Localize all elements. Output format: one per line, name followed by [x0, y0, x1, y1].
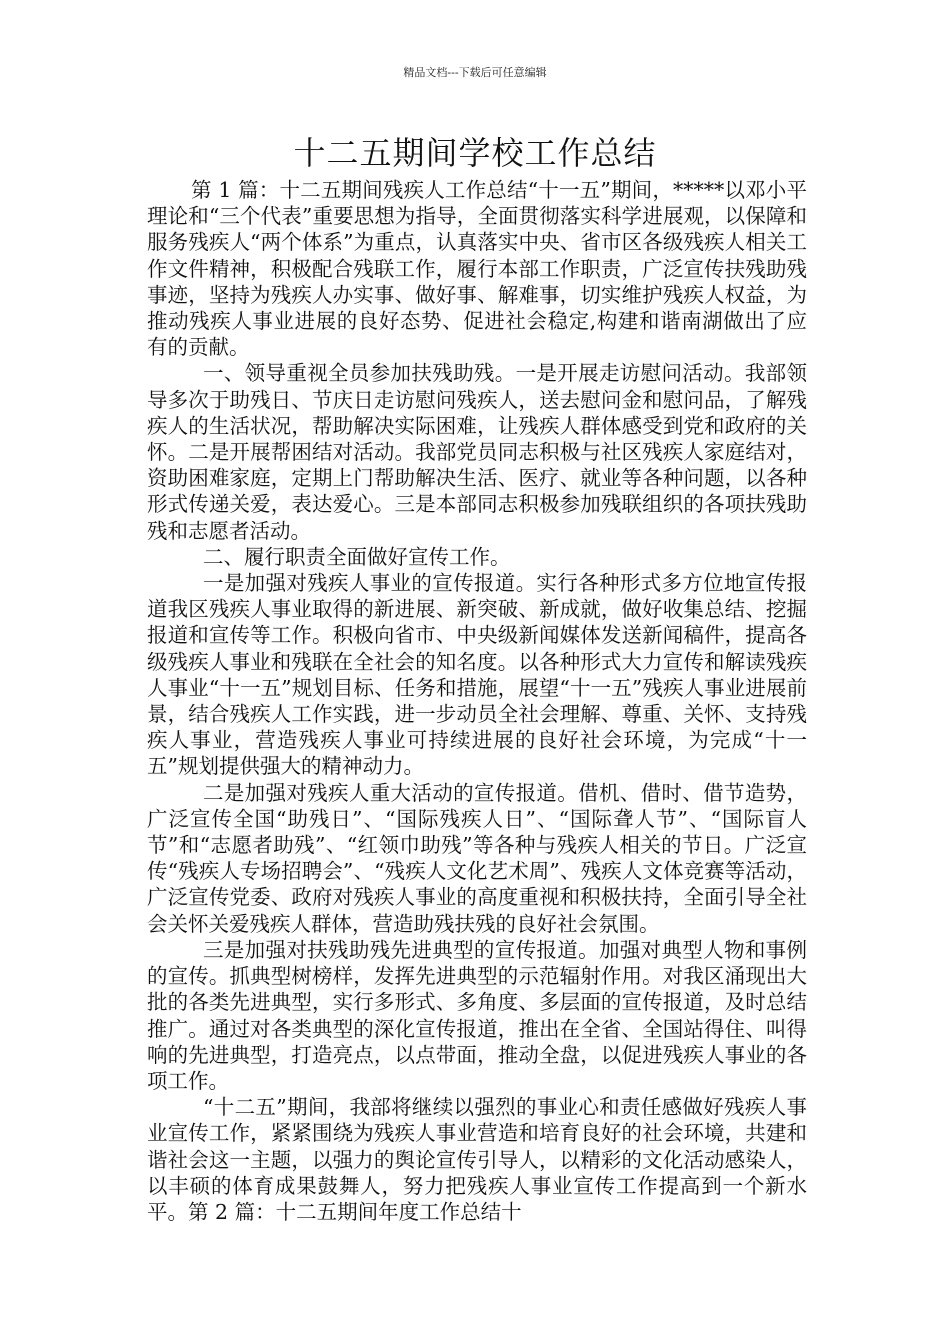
paragraph-publicity-1: 一是加强对残疾人事业的宣传报道。实行各种形式多方位地宣传报道我区残疾人事业取得的新进展、新突破、新成就，做好收集总结、挖掘报道和宣传等工作。积极向省市、中央级新闻媒体发送新闻稿件，提高各级残疾人事业和残联在全社会的知名度。以各种形式大力宣传和解读残疾人事业“十一五”规划目标、任务和措施，展望“十一五”残疾人事业进展前景，结合残疾人工作实践，进一步动员全社会理解、尊重、关怀、支持残疾人事业，营造残疾人事业可持续进展的良好社会环境，为完成“十一五”规划提供强大的精神动力。	[147, 571, 807, 779]
paragraph-publicity-2: 二是加强对残疾人重大活动的宣传报道。借机、借时、借节造势，广泛宣传全国“助残日”、“国际残疾人日”、“国际聋人节”、“国际盲人节”和“志愿者助残”、“红领巾助残”等各种与残疾人相关的节日。广泛宣传“残疾人专场招聘会”、“残疾人文化艺术周”、残疾人文体竞赛等活动，广泛宣传党委、政府对残疾人事业的高度重视和积极扶持，全面引导全社会关怀关爱残疾人群体，营造助残扶残的良好社会氛围。	[147, 780, 807, 936]
paragraph-intro: 第 1 篇：十二五期间残疾人工作总结“十一五”期间，*****以邓小平理论和“三个代表”重要思想为指导，全面贯彻落实科学进展观，以保障和服务残疾人“两个体系”为重点，认真落实中央、省市区各级残疾人相关工作文件精神，积极配合残联工作，履行本部工作职责，广泛宣传扶残助残事迹，坚持为残疾人办实事、做好事、解难事，切实维护残疾人权益，为推动残疾人事业进展的良好态势、促进社会稳定,构建和谐南湖做出了应有的贡献。	[147, 178, 807, 360]
document-body	[147, 177, 807, 1225]
page-header-note: 精品文档---下载后可任意编辑	[403, 66, 547, 79]
paragraph-section-1: 一、领导重视全员参加扶残助残。一是开展走访慰问活动。我部领导多次于助残日、节庆日走访慰问残疾人，送去慰问金和慰问品，了解残疾人的生活状况，帮助解决实际困难，让残疾人群体感受到党和政府的关怀。二是开展帮困结对活动。我部党员同志积极与社区残疾人家庭结对，资助困难家庭，定期上门帮助解决生活、医疗、就业等各种问题，以各种形式传递关爱，表达爱心。三是本部同志积极参加残联组织的各项扶残助残和志愿者活动。	[147, 361, 807, 543]
document-title: 十二五期间学校工作总结	[293, 134, 657, 172]
paragraph-publicity-3: 三是加强对扶残助残先进典型的宣传报道。加强对典型人物和事例的宣传。抓典型树榜样，发挥先进典型的示范辐射作用。对我区涌现出大批的各类先进典型，实行多形式、多角度、多层面的宣传报道，及时总结推广。通过对各类典型的深化宣传报道，推出在全省、全国站得住、叫得响的先进典型，打造亮点，以点带面，推动全盘，以促进残疾人事业的各项工作。	[147, 937, 807, 1093]
paragraph-outlook: “十二五”期间，我部将继续以强烈的事业心和责任感做好残疾人事业宣传工作，紧紧围绕为残疾人事业营造和培育良好的社会环境，共建和谐社会这一主题，以强力的舆论宣传引导人，以精彩的文化活动感染人，以丰硕的体育成果鼓舞人，努力把残疾人事业宣传工作提高到一个新水平。第 2 篇：十二五期间年度工作总结十	[147, 1095, 807, 1224]
paragraph-section-2-heading: 二、履行职责全面做好宣传工作。	[203, 544, 511, 569]
